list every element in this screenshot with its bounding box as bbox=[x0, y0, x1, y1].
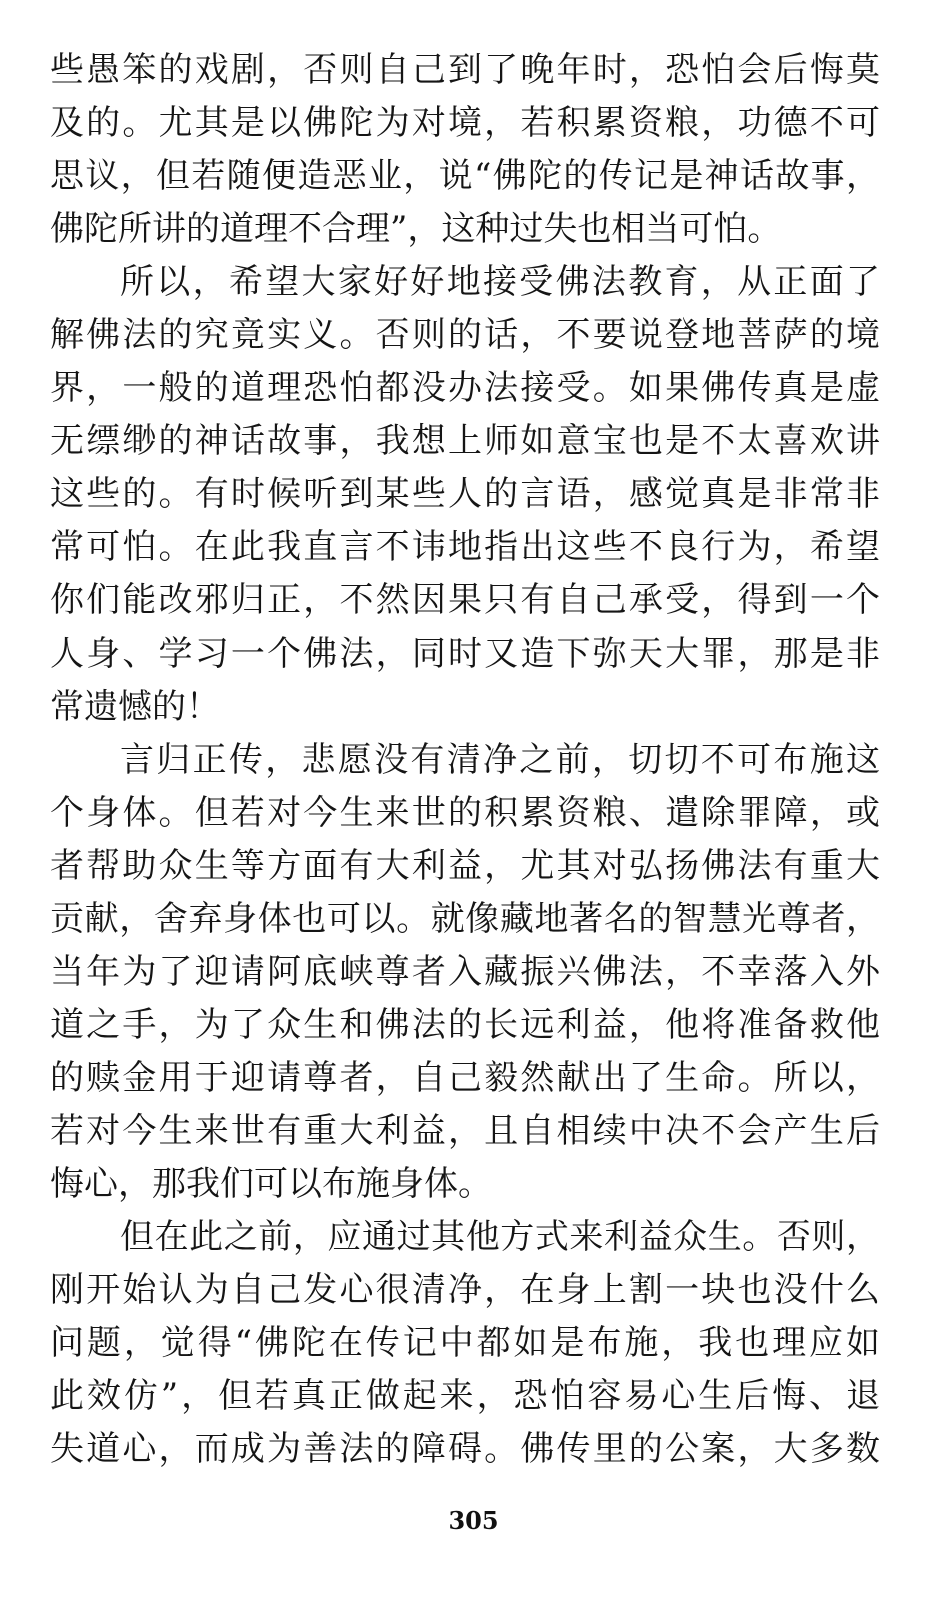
text-line: 者帮助众生等方面有大利益，尤其对弘扬佛法有重大 bbox=[50, 845, 880, 886]
text-line: 当年为了迎请阿底峡尊者入藏振兴佛法，不幸落入外 bbox=[50, 951, 880, 992]
text-line: 的赎金用于迎请尊者，自己毅然献出了生命。所以， bbox=[50, 1057, 880, 1098]
text-line: 佛陀所讲的道理不合理”，这种过失也相当可怕。 bbox=[50, 209, 782, 250]
text-line: 贡献，舍弃身体也可以。就像藏地著名的智慧光尊者， bbox=[50, 898, 880, 939]
text-line: 你们能改邪归正，不然因果只有自己承受，得到一个 bbox=[50, 580, 880, 621]
text-line: 常可怕。在此我直言不讳地指出这些不良行为，希望 bbox=[50, 527, 880, 568]
text-line: 解佛法的究竟实义。否则的话，不要说登地菩萨的境 bbox=[50, 315, 880, 356]
paragraph-first-line: 但在此之前，应通过其他方式来利益众生。否则， bbox=[120, 1217, 880, 1258]
text-line: 道之手，为了众生和佛法的长远利益，他将准备救他 bbox=[50, 1004, 880, 1045]
text-line: 刚开始认为自己发心很清净，在身上割一块也没什么 bbox=[50, 1270, 880, 1311]
text-line: 常遗憾的！ bbox=[50, 686, 220, 727]
paragraph-first-line: 所以，希望大家好好地接受佛法教育，从正面了 bbox=[120, 262, 880, 303]
text-line: 若对今生来世有重大利益，且自相续中决不会产生后 bbox=[50, 1110, 880, 1151]
text-line: 界，一般的道理恐怕都没办法接受。如果佛传真是虚 bbox=[50, 368, 880, 409]
body-text bbox=[50, 44, 880, 1476]
text-line: 此效仿”，但若真正做起来，恐怕容易心生后悔、退 bbox=[50, 1376, 880, 1417]
text-line: 无缥缈的神话故事，我想上师如意宝也是不太喜欢讲 bbox=[50, 421, 880, 462]
page-number: 305 bbox=[448, 1506, 499, 1535]
text-line: 悔心，那我们可以布施身体。 bbox=[50, 1163, 492, 1204]
paragraph-first-line: 言归正传，悲愿没有清净之前，切切不可布施这 bbox=[120, 739, 880, 780]
text-line: 及的。尤其是以佛陀为对境，若积累资粮，功德不可 bbox=[50, 103, 880, 144]
text-line: 些愚笨的戏剧，否则自己到了晚年时，恐怕会后悔莫 bbox=[50, 50, 880, 90]
text-line: 人身、学习一个佛法，同时又造下弥天大罪，那是非 bbox=[50, 633, 880, 674]
text-line: 思议，但若随便造恶业，说“佛陀的传记是神话故事， bbox=[50, 156, 880, 197]
text-line: 这些的。有时候听到某些人的言语，感觉真是非常非 bbox=[50, 474, 880, 515]
text-line: 个身体。但若对今生来世的积累资粮、遣除罪障，或 bbox=[50, 792, 880, 833]
text-line: 失道心，而成为善法的障碍。佛传里的公案，大多数 bbox=[50, 1429, 880, 1470]
text-line: 问题，觉得“佛陀在传记中都如是布施，我也理应如 bbox=[50, 1323, 880, 1364]
